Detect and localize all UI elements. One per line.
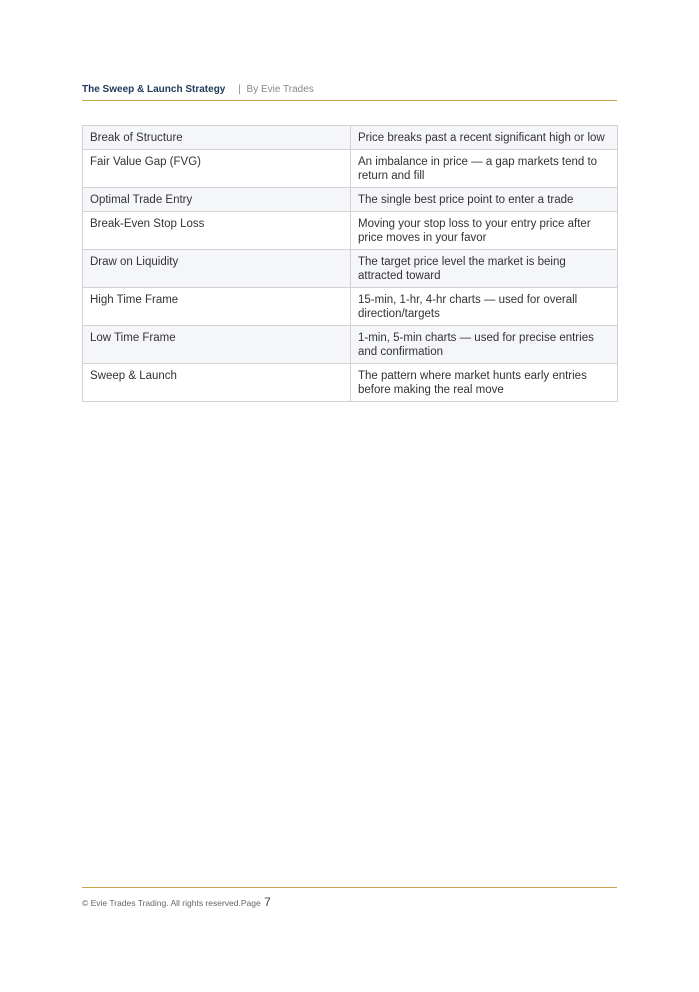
table-row [83, 326, 618, 364]
table-row [83, 212, 618, 250]
table-row [83, 188, 618, 212]
page-label: Page [240, 898, 261, 908]
table-row [83, 126, 618, 150]
table-row [83, 288, 618, 326]
definition-cell: The target price level the market is being attracted toward [351, 250, 618, 288]
table-row [83, 150, 618, 188]
definition-cell: An imbalance in price — a gap markets tend to return and fill [351, 150, 618, 188]
table-row [83, 250, 618, 288]
document-author: By Evie Trades [246, 84, 314, 95]
glossary-table [82, 125, 618, 402]
page-footer [82, 887, 617, 909]
glossary-table-container [82, 125, 618, 402]
term-cell: Break-Even Stop Loss [83, 212, 351, 250]
page-number: 7 [264, 895, 271, 909]
definition-cell: The pattern where market hunts early entries before making the real move [351, 364, 618, 402]
definition-cell: The single best price point to enter a trade [351, 188, 618, 212]
term-cell: Low Time Frame [83, 326, 351, 364]
term-cell: Optimal Trade Entry [83, 188, 351, 212]
term-cell: Draw on Liquidity [83, 250, 351, 288]
document-title: The Sweep & Launch Strategy [82, 84, 226, 95]
term-cell: High Time Frame [83, 288, 351, 326]
definition-cell: Price breaks past a recent significant high or low [351, 126, 618, 150]
definition-cell: 1-min, 5-min charts — used for precise entries and confirmation [351, 326, 618, 364]
term-cell: Sweep & Launch [83, 364, 351, 402]
header-separator: | [238, 84, 241, 95]
term-cell: Fair Value Gap (FVG) [83, 150, 351, 188]
table-row [83, 364, 618, 402]
term-cell: Break of Structure [83, 126, 351, 150]
page-header [82, 84, 617, 101]
copyright-text: © Evie Trades Trading. All rights reserved. [82, 898, 241, 908]
definition-cell: Moving your stop loss to your entry price after price moves in your favor [351, 212, 618, 250]
definition-cell: 15-min, 1-hr, 4-hr charts — used for overall direction/targets [351, 288, 618, 326]
